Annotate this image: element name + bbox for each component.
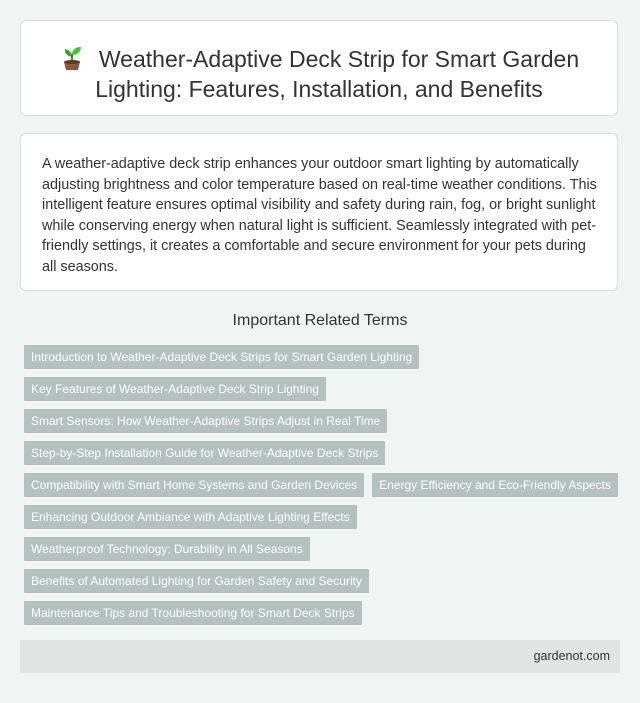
related-term-tag[interactable]: Introduction to Weather-Adaptive Deck Strips for Smart Garden Lighting	[24, 345, 419, 369]
intro-card	[20, 133, 618, 291]
related-term-tag[interactable]: Energy Efficiency and Eco-Friendly Aspects	[372, 473, 618, 497]
intro-paragraph: A weather-adaptive deck strip enhances your outdoor smart lighting by automatically adjusting brightness and color temperature based on real-time weather conditions. This intelligent feature ensures optimal visibility and safety during rain, fog, or bright sunlight while conserving energy when natural light is sufficient. Seamlessly integrated with pet-friendly settings, it creates a comfortable and secure environment for your pets during all seasons.	[42, 156, 597, 275]
related-term-tag[interactable]: Compatibility with Smart Home Systems and Garden Devices	[24, 473, 364, 497]
seedling-icon	[59, 43, 85, 71]
related-term-tag[interactable]: Smart Sensors: How Weather-Adaptive Strips Adjust in Real Time	[24, 409, 387, 433]
related-terms-list	[24, 345, 620, 625]
page-title	[21, 43, 617, 104]
related-term-tag[interactable]: Benefits of Automated Lighting for Garden Safety and Security	[24, 569, 369, 593]
related-terms-heading: Important Related Terms	[232, 312, 408, 329]
related-term-tag[interactable]: Step-by-Step Installation Guide for Weather-Adaptive Deck Strips	[24, 441, 385, 465]
related-term-tag[interactable]: Weatherproof Technology: Durability in All Seasons	[24, 537, 310, 561]
page-title-text: Weather-Adaptive Deck Strip for Smart Garden Lighting: Features, Installation, and Benefits	[95, 46, 580, 102]
related-term-tag[interactable]: Enhancing Outdoor Ambiance with Adaptive Lighting Effects	[24, 505, 357, 529]
title-card	[20, 20, 618, 116]
footer	[20, 640, 620, 673]
related-term-tag[interactable]: Maintenance Tips and Troubleshooting for Smart Deck Strips	[24, 601, 362, 625]
related-term-tag[interactable]: Key Features of Weather-Adaptive Deck Strip Lighting	[24, 377, 326, 401]
footer-site-link[interactable]: gardenot.com	[533, 649, 610, 663]
